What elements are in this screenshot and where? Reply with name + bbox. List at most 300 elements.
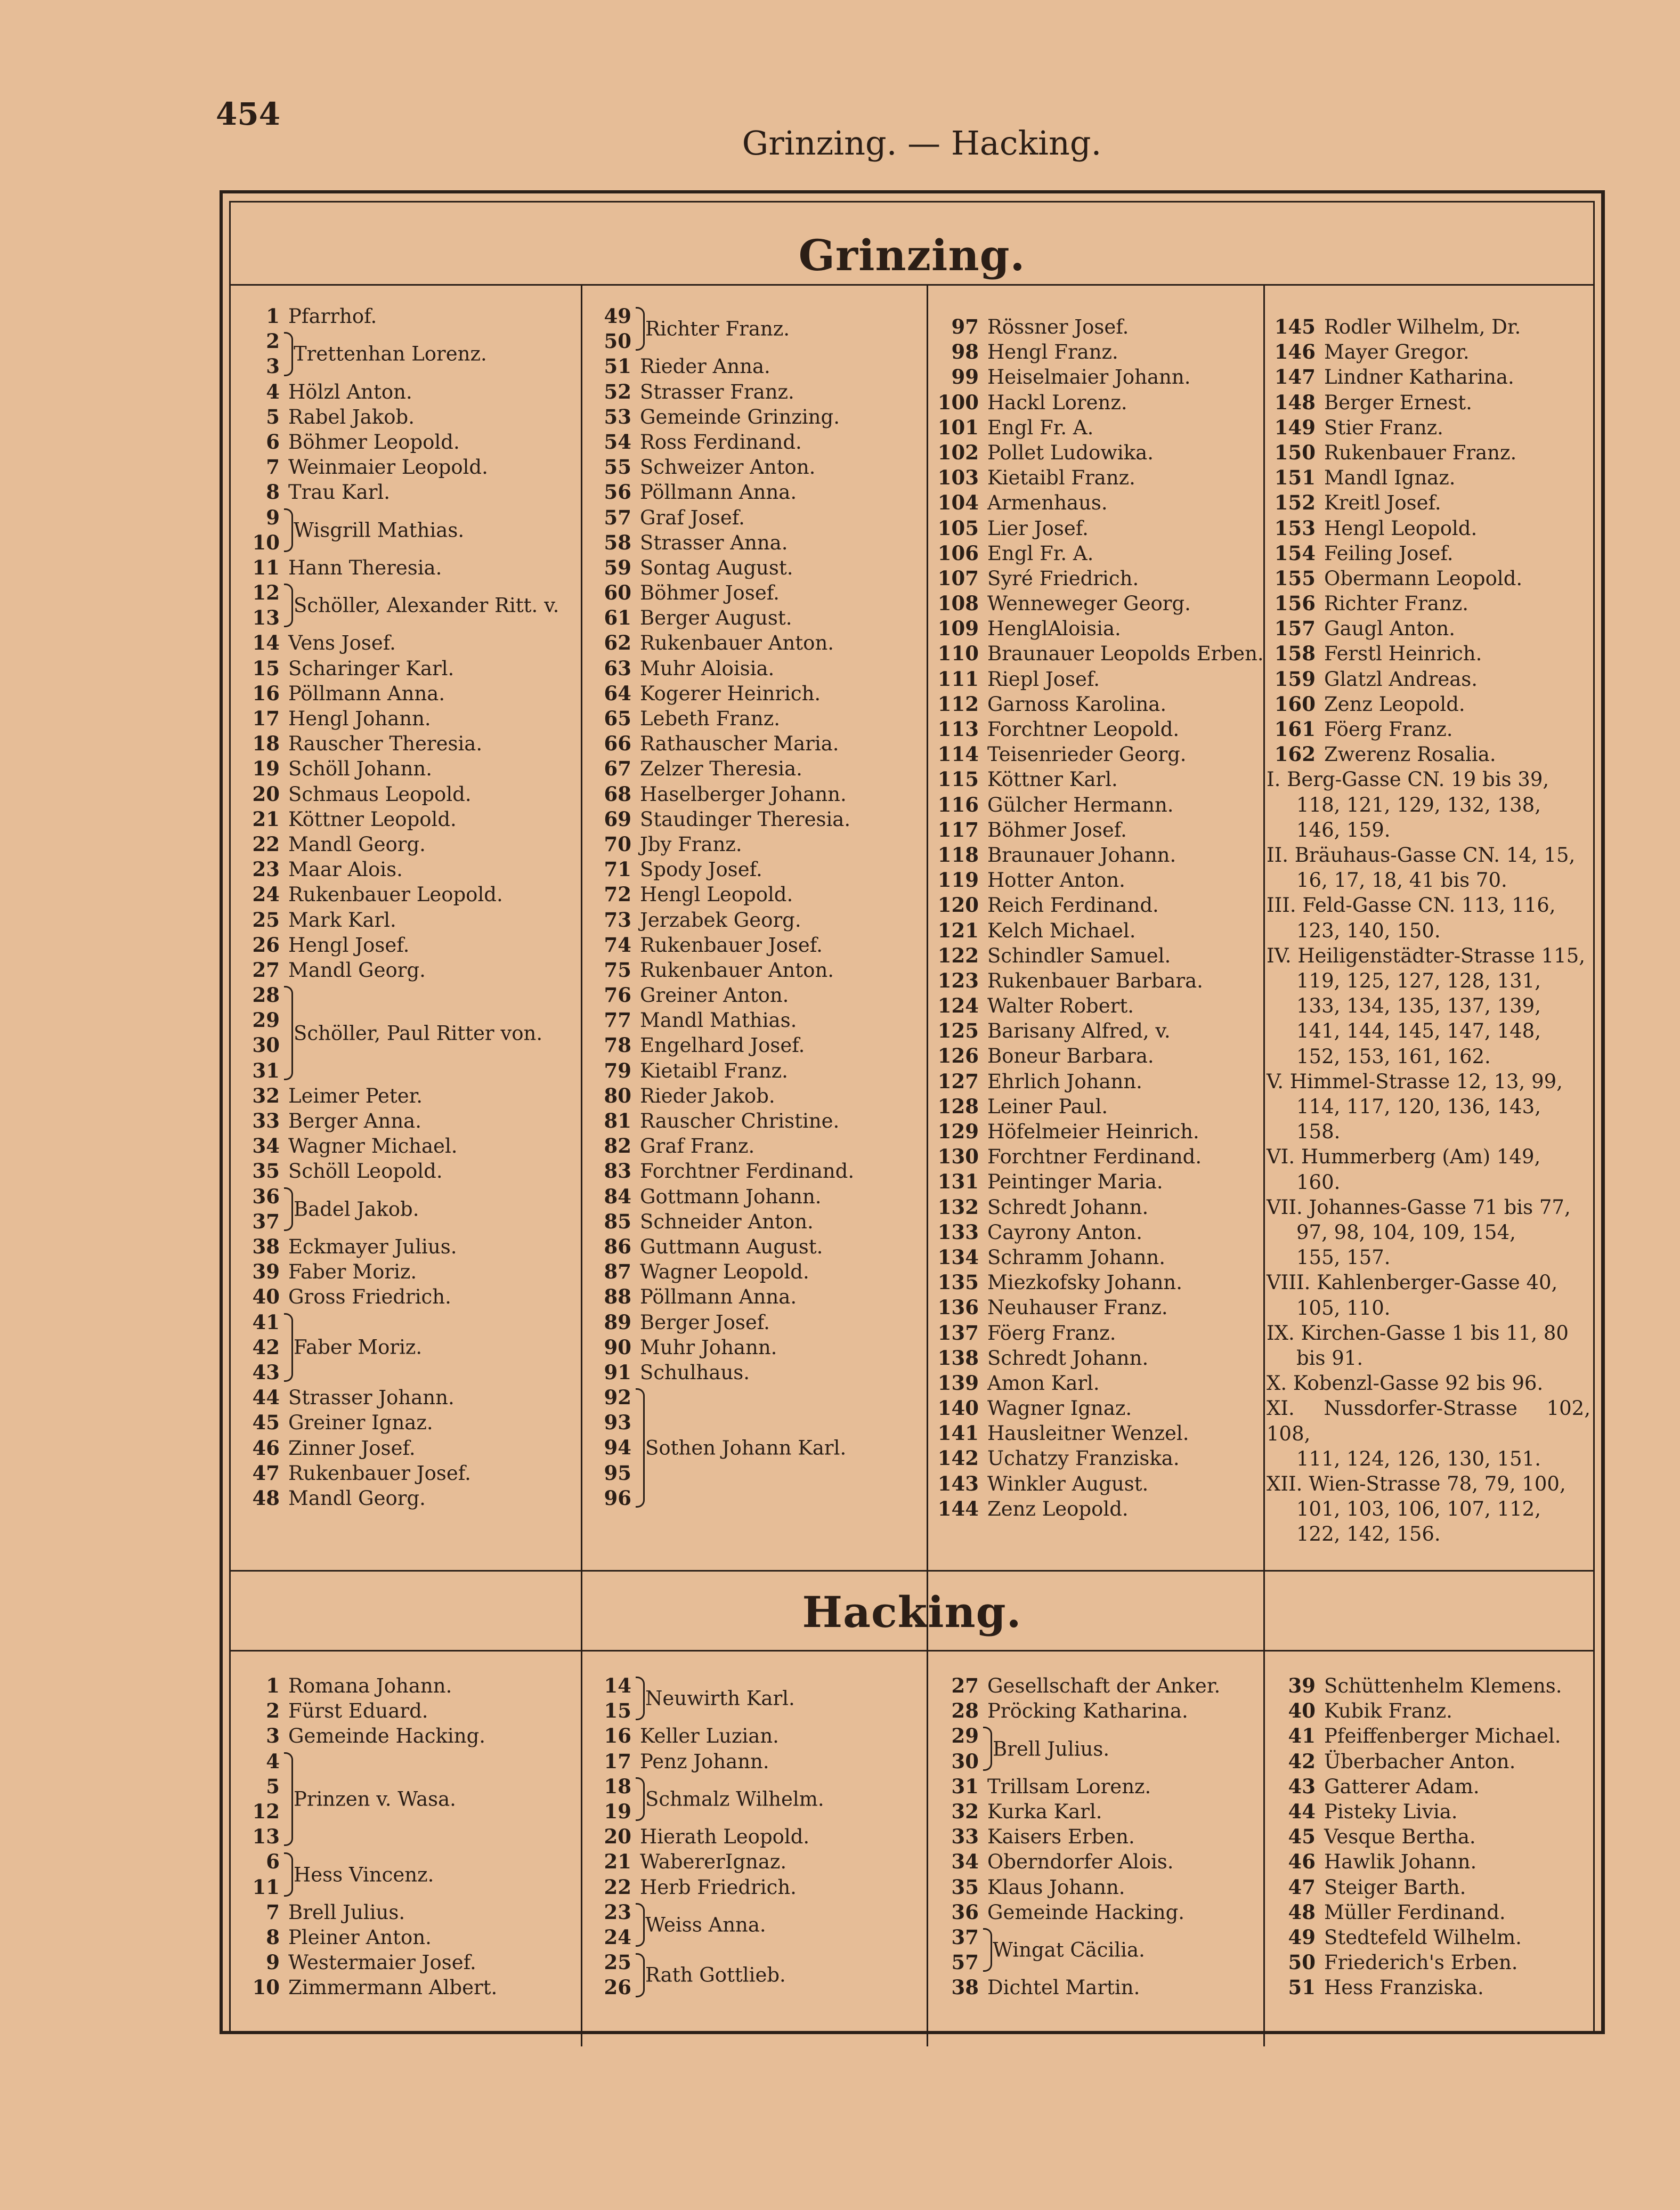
entry-row <box>930 1975 1260 2000</box>
owner-name: Wingat Cäcilia. <box>993 1938 1145 1962</box>
owner-name: Riepl Josef. <box>987 667 1100 691</box>
entry-row <box>930 1446 1260 1471</box>
house-number: 41 <box>1288 1724 1316 1748</box>
owner-name: Stier Franz. <box>1324 416 1443 439</box>
street-line: 122, 142, 156. <box>1296 1523 1441 1546</box>
hacking-column-3 <box>930 1673 1260 2000</box>
house-number: 78 <box>604 1033 631 1057</box>
brace-icon <box>636 1677 645 1720</box>
street-line: III. Feld-Gasse CN. 113, 116, <box>1267 894 1556 917</box>
owner-name: Forchtner Ferdinand. <box>987 1145 1202 1169</box>
house-number: 34 <box>252 1134 280 1158</box>
owner-name: Gottmann Johann. <box>640 1185 822 1208</box>
owner-name: Höfelmeier Heinrich. <box>987 1120 1199 1143</box>
entry-row <box>582 530 923 555</box>
house-number: 128 <box>937 1094 979 1118</box>
house-number: 5 <box>266 1774 280 1798</box>
owner-name: Graf Franz. <box>640 1135 755 1158</box>
owner-name: Schüttenhelm Klemens. <box>1324 1674 1562 1697</box>
owner-name: Braunauer Leopolds Erben. <box>987 642 1264 666</box>
house-number: 72 <box>604 883 631 906</box>
house-number: 117 <box>937 817 979 841</box>
entry-row <box>930 817 1260 843</box>
owner-name: Lindner Katharina. <box>1324 366 1514 389</box>
entry-group <box>582 1950 923 2000</box>
house-number: 42 <box>252 1335 280 1359</box>
owner-name: Kubik Franz. <box>1324 1699 1452 1723</box>
entry-row <box>930 868 1260 893</box>
house-number: 26 <box>604 1976 631 1999</box>
house-number: 94 <box>604 1436 631 1460</box>
entry-row <box>930 792 1260 817</box>
owner-name: Hölzl Anton. <box>288 380 412 403</box>
street-line: 160. <box>1296 1170 1341 1194</box>
entry-group <box>231 983 572 1083</box>
entry-row <box>582 1083 923 1108</box>
house-number: 57 <box>951 1950 979 1974</box>
entry-row <box>930 1018 1260 1043</box>
house-number: 85 <box>604 1209 631 1233</box>
owner-name: Amon Karl. <box>987 1371 1100 1395</box>
owner-name: Rukenbauer Barbara. <box>987 969 1203 992</box>
house-number: 79 <box>604 1058 631 1082</box>
entry-row <box>582 706 923 731</box>
house-number: 40 <box>1288 1699 1316 1723</box>
owner-name: Hotter Anton. <box>987 869 1125 892</box>
house-number: 56 <box>604 480 631 504</box>
house-number: 6 <box>266 430 280 454</box>
owner-name: Kietaibl Franz. <box>987 466 1135 490</box>
owner-name: Schöll Johann. <box>288 757 433 781</box>
house-numbers <box>582 1900 631 1950</box>
owner-name: Muhr Aloisia. <box>640 657 775 680</box>
house-number: 153 <box>1274 516 1316 540</box>
house-number: 141 <box>937 1421 979 1445</box>
entry-row <box>1267 591 1595 616</box>
house-number: 29 <box>252 1008 280 1032</box>
street-line: 118, 121, 129, 132, 138, <box>1296 793 1541 816</box>
owner-name: Peintinger Maria. <box>987 1170 1163 1194</box>
entry-row <box>930 1295 1260 1320</box>
owner-name: Berger Josef. <box>640 1310 770 1334</box>
entry-row <box>582 505 923 530</box>
owner-name: Brell Julius. <box>993 1737 1110 1760</box>
owner-name: Forchtner Leopold. <box>987 718 1180 741</box>
owner-name: Schredt Johann. <box>987 1346 1149 1370</box>
brace-icon <box>636 1388 645 1508</box>
brace-icon <box>284 986 293 1080</box>
house-number: 68 <box>604 782 631 806</box>
brace-icon <box>284 584 293 627</box>
house-number: 52 <box>604 379 631 403</box>
street-line: IX. Kirchen-Gasse 1 bis 11, 80 <box>1267 1321 1569 1345</box>
owner-name: Zenz Leopold. <box>987 1497 1129 1520</box>
entry-row <box>231 1673 572 1698</box>
entry-row <box>930 1043 1260 1068</box>
house-number: 159 <box>1274 667 1316 691</box>
owner-name: Wagner Leopold. <box>640 1260 809 1284</box>
brace-icon <box>983 1928 992 1972</box>
street-entry <box>1267 843 1590 893</box>
entry-row <box>1267 616 1595 641</box>
house-number: 71 <box>604 857 631 881</box>
entry-row <box>582 1108 923 1134</box>
owner-name: Lier Josef. <box>987 516 1089 540</box>
house-number: 18 <box>604 1774 631 1798</box>
entry-row <box>930 1270 1260 1295</box>
column-divider <box>1263 1652 1265 2046</box>
house-number: 140 <box>937 1396 979 1420</box>
house-number: 149 <box>1274 415 1316 439</box>
house-number: 103 <box>937 466 979 490</box>
entry-row <box>582 1849 923 1874</box>
street-line: 123, 140, 150. <box>1296 919 1441 942</box>
owner-name: Braunauer Johann. <box>987 843 1176 867</box>
entry-row <box>582 1058 923 1083</box>
entry-group <box>582 1385 923 1511</box>
house-number: 9 <box>266 1950 280 1974</box>
entry-row <box>582 455 923 480</box>
entry-row <box>930 717 1260 742</box>
owner-name: Schredt Johann. <box>987 1195 1149 1219</box>
entry-row <box>930 490 1260 515</box>
street-entry <box>1267 1471 1590 1547</box>
house-number: 34 <box>951 1850 979 1874</box>
house-number: 90 <box>604 1335 631 1359</box>
owner-name: Rukenbauer Franz. <box>1324 441 1517 464</box>
house-number: 126 <box>937 1044 979 1068</box>
house-number: 11 <box>252 555 280 579</box>
street-entry <box>1267 1144 1590 1194</box>
house-number: 110 <box>937 642 979 666</box>
street-line: 158. <box>1296 1120 1341 1144</box>
house-numbers <box>231 983 280 1083</box>
street-line: VI. Hummerberg (Am) 149, <box>1267 1145 1541 1169</box>
house-numbers <box>582 1673 631 1723</box>
entry-row <box>582 1284 923 1309</box>
owner-name: Feiling Josef. <box>1324 541 1454 565</box>
brace-icon <box>284 1187 293 1231</box>
house-number: 123 <box>937 968 979 992</box>
owner-name: Engelhard Josef. <box>640 1034 805 1057</box>
house-number: 127 <box>937 1069 979 1093</box>
owner-name: Pröcking Katharina. <box>987 1699 1188 1723</box>
owner-name: Walter Robert. <box>987 994 1134 1018</box>
owner-name: Rukenbauer Josef. <box>640 933 823 957</box>
owner-name: Spody Josef. <box>640 858 762 881</box>
grinzing-column-4 <box>1267 314 1595 1547</box>
house-numbers <box>231 329 280 379</box>
house-number: 47 <box>1288 1875 1316 1899</box>
house-number: 156 <box>1274 592 1316 616</box>
house-number: 6 <box>266 1850 280 1874</box>
owner-name: Hengl Josef. <box>288 933 410 957</box>
entry-row <box>930 415 1260 440</box>
house-number: 50 <box>1288 1950 1316 1974</box>
entry-row <box>231 1410 572 1435</box>
entry-group <box>231 329 572 379</box>
street-line: 111, 124, 126, 130, 151. <box>1296 1447 1541 1470</box>
house-number: 5 <box>266 404 280 428</box>
owner-name: Rabel Jakob. <box>288 405 415 428</box>
owner-name: Steiger Barth. <box>1324 1875 1466 1899</box>
house-number: 105 <box>937 516 979 540</box>
entry-row <box>930 767 1260 792</box>
owner-name: Miezkofsky Johann. <box>987 1271 1182 1294</box>
owner-name: Schmalz Wilhelm. <box>645 1787 824 1811</box>
entry-row <box>930 365 1260 390</box>
owner-name: Hausleitner Wenzel. <box>987 1422 1189 1445</box>
entry-row <box>582 1310 923 1335</box>
entry-row <box>231 908 572 933</box>
entry-row <box>930 1144 1260 1169</box>
house-number: 21 <box>252 807 280 831</box>
house-number: 101 <box>937 415 979 439</box>
house-number: 70 <box>604 832 631 856</box>
house-number: 16 <box>604 1724 631 1748</box>
house-number: 10 <box>252 1976 280 1999</box>
owner-name: Ehrlich Johann. <box>987 1070 1142 1093</box>
owner-name: Pöllmann Anna. <box>640 1285 797 1309</box>
grinzing-column-1 <box>231 304 572 1511</box>
owner-name: Westermaier Josef. <box>288 1951 476 1974</box>
owner-name: Rössner Josef. <box>987 315 1129 338</box>
owner-name: Mandl Georg. <box>288 1486 426 1510</box>
entry-group <box>231 1749 572 1850</box>
house-number: 27 <box>252 958 280 982</box>
owner-name: Pisteky Livia. <box>1324 1800 1458 1823</box>
owner-name: Pöllmann Anna. <box>640 481 797 504</box>
entry-row <box>930 465 1260 490</box>
owner-name: Cayrony Anton. <box>987 1220 1143 1244</box>
entry-row <box>1267 1723 1595 1748</box>
hacking-column-2 <box>582 1673 923 2001</box>
owner-name: Lebeth Franz. <box>640 707 781 731</box>
house-number: 33 <box>951 1825 979 1849</box>
owner-name: Armenhaus. <box>987 491 1108 515</box>
house-number: 39 <box>1288 1674 1316 1697</box>
house-number: 12 <box>252 1799 280 1823</box>
owner-name: Wagner Michael. <box>288 1135 458 1158</box>
entry-row <box>582 605 923 630</box>
entry-row <box>930 1119 1260 1144</box>
street-line: IV. Heiligenstädter-Strasse 115, <box>1267 944 1585 967</box>
street-index <box>1267 767 1595 1547</box>
house-number: 48 <box>252 1486 280 1510</box>
owner-name: Strasser Johann. <box>288 1386 455 1410</box>
entry-row <box>231 681 572 706</box>
house-number: 46 <box>252 1436 280 1460</box>
entry-row <box>1267 1950 1595 1975</box>
house-number: 80 <box>604 1083 631 1107</box>
entry-row <box>231 1950 572 1975</box>
owner-name: Rukenbauer Anton. <box>640 632 834 655</box>
house-numbers <box>582 1950 631 2000</box>
house-number: 4 <box>266 379 280 403</box>
entry-row <box>231 630 572 655</box>
owner-name: Faber Moriz. <box>294 1335 423 1359</box>
owner-name: Pleiner Anton. <box>288 1925 432 1949</box>
entry-row <box>582 580 923 605</box>
house-numbers <box>231 1749 280 1850</box>
owner-name: Gesellschaft der Anker. <box>987 1674 1221 1697</box>
owner-name: Schweizer Anton. <box>640 456 816 479</box>
entry-row <box>1267 314 1595 339</box>
owner-name: Kreitl Josef. <box>1324 491 1441 515</box>
entry-group <box>582 304 923 354</box>
house-number: 3 <box>266 1724 280 1748</box>
house-number: 100 <box>937 390 979 414</box>
owner-name: Mandl Mathias. <box>640 1009 797 1032</box>
house-number: 30 <box>252 1033 280 1057</box>
owner-name: Hess Franziska. <box>1324 1976 1484 1999</box>
house-number: 109 <box>937 617 979 641</box>
owner-name: Pfarrhof. <box>288 305 377 328</box>
house-number: 1 <box>266 304 280 328</box>
owner-name: Rieder Jakob. <box>640 1084 775 1107</box>
owner-name: Berger Ernest. <box>1324 391 1472 414</box>
entry-row <box>582 1259 923 1284</box>
owner-name: Rath Gottlieb. <box>645 1963 786 1987</box>
owner-name: Rodler Wilhelm, Dr. <box>1324 315 1521 338</box>
owner-name: Böhmer Josef. <box>987 818 1127 841</box>
entry-row <box>1267 742 1595 767</box>
house-number: 83 <box>604 1159 631 1183</box>
house-number: 9 <box>266 505 280 529</box>
entry-row <box>1267 1925 1595 1950</box>
entry-row <box>1267 1875 1595 1900</box>
house-number: 41 <box>252 1310 280 1334</box>
owner-name: Staudinger Theresia. <box>640 807 851 831</box>
house-number: 23 <box>252 857 280 881</box>
street-line: V. Himmel-Strasse 12, 13, 99, <box>1267 1070 1563 1093</box>
entry-row <box>231 656 572 681</box>
entry-group <box>930 1925 1260 1975</box>
entry-row <box>231 756 572 781</box>
owner-name: Gemeinde Grinzing. <box>640 405 840 428</box>
house-number: 108 <box>937 592 979 616</box>
brace-icon <box>636 1903 645 1947</box>
entry-row <box>231 1698 572 1723</box>
owner-name: Zimmermann Albert. <box>288 1976 498 1999</box>
house-number: 35 <box>252 1159 280 1183</box>
owner-name: Leiner Paul. <box>987 1095 1108 1118</box>
column-divider <box>927 286 928 1664</box>
house-number: 16 <box>252 681 280 705</box>
entry-row <box>582 430 923 455</box>
owner-name: Richter Franz. <box>645 317 790 341</box>
house-number: 118 <box>937 843 979 867</box>
owner-name: Überbacher Anton. <box>1324 1750 1516 1773</box>
entry-row <box>582 1824 923 1849</box>
brace-icon <box>983 1727 992 1770</box>
house-number: 1 <box>266 1674 280 1697</box>
house-number: 22 <box>604 1875 631 1899</box>
house-number: 91 <box>604 1360 631 1384</box>
hacking-column-4 <box>1267 1673 1595 2000</box>
entry-row <box>582 1209 923 1234</box>
house-number: 132 <box>937 1195 979 1219</box>
owner-name: Oberndorfer Alois. <box>987 1850 1174 1874</box>
house-number: 39 <box>252 1260 280 1284</box>
entry-row <box>582 857 923 882</box>
owner-name: Barisany Alfred, v. <box>987 1019 1171 1043</box>
house-numbers <box>930 1925 979 1975</box>
house-number: 112 <box>937 692 979 716</box>
entry-row <box>930 1321 1260 1346</box>
owner-name: Brell Julius. <box>288 1900 405 1924</box>
owner-name: Weinmaier Leopold. <box>288 456 488 479</box>
street-entry <box>1267 893 1590 943</box>
owner-name: Zinner Josef. <box>288 1436 416 1460</box>
street-entry <box>1267 1321 1590 1371</box>
house-number: 13 <box>252 1825 280 1849</box>
entry-row <box>930 993 1260 1018</box>
house-number: 146 <box>1274 340 1316 364</box>
house-number: 93 <box>604 1411 631 1435</box>
entry-row <box>231 933 572 958</box>
entry-row <box>930 968 1260 993</box>
owner-name: Müller Ferdinand. <box>1324 1900 1506 1924</box>
entry-row <box>930 943 1260 968</box>
entry-row <box>582 1723 923 1748</box>
street-line: 155, 157. <box>1296 1246 1391 1269</box>
entry-row <box>582 1008 923 1033</box>
owner-name: Boneur Barbara. <box>987 1045 1154 1068</box>
house-number: 134 <box>937 1245 979 1269</box>
entry-row <box>231 1284 572 1309</box>
entry-row <box>582 354 923 379</box>
section-title-grinzing: Grinzing. <box>798 230 1026 280</box>
house-number: 42 <box>1288 1749 1316 1773</box>
house-number: 32 <box>951 1799 979 1823</box>
owner-name: Trillsam Lorenz. <box>987 1775 1151 1798</box>
entry-row <box>582 1134 923 1159</box>
entry-row <box>582 731 923 756</box>
street-entry <box>1267 1371 1590 1396</box>
house-number: 97 <box>951 315 979 338</box>
entry-row <box>930 1195 1260 1220</box>
entry-row <box>1267 1975 1595 2000</box>
street-line: I. Berg-Gasse CN. 19 bis 39, <box>1267 768 1549 791</box>
entry-row <box>582 807 923 832</box>
owner-name: Pöllmann Anna. <box>288 682 445 705</box>
house-number: 7 <box>266 455 280 479</box>
house-number: 53 <box>604 404 631 428</box>
house-number: 119 <box>937 868 979 892</box>
house-number: 121 <box>937 918 979 942</box>
entry-row <box>582 1033 923 1058</box>
house-number: 69 <box>604 807 631 831</box>
entry-row <box>1267 465 1595 490</box>
street-line: 105, 110. <box>1296 1296 1391 1319</box>
owner-name: Neuwirth Karl. <box>645 1687 795 1710</box>
owner-name: Stedtefeld Wilhelm. <box>1324 1925 1522 1949</box>
entry-row <box>582 958 923 983</box>
owner-name: Gemeinde Hacking. <box>288 1725 486 1748</box>
entry-row <box>231 832 572 857</box>
owner-name: Berger Anna. <box>288 1110 422 1133</box>
entry-row <box>231 1723 572 1748</box>
owner-name: Vesque Bertha. <box>1324 1825 1476 1849</box>
house-number: 129 <box>937 1120 979 1143</box>
house-number: 37 <box>252 1209 280 1233</box>
street-line: X. Kobenzl-Gasse 92 bis 96. <box>1267 1372 1544 1395</box>
house-number: 124 <box>937 994 979 1018</box>
owner-name: Föerg Franz. <box>987 1321 1116 1345</box>
entry-row <box>930 1396 1260 1421</box>
house-number: 43 <box>252 1360 280 1384</box>
